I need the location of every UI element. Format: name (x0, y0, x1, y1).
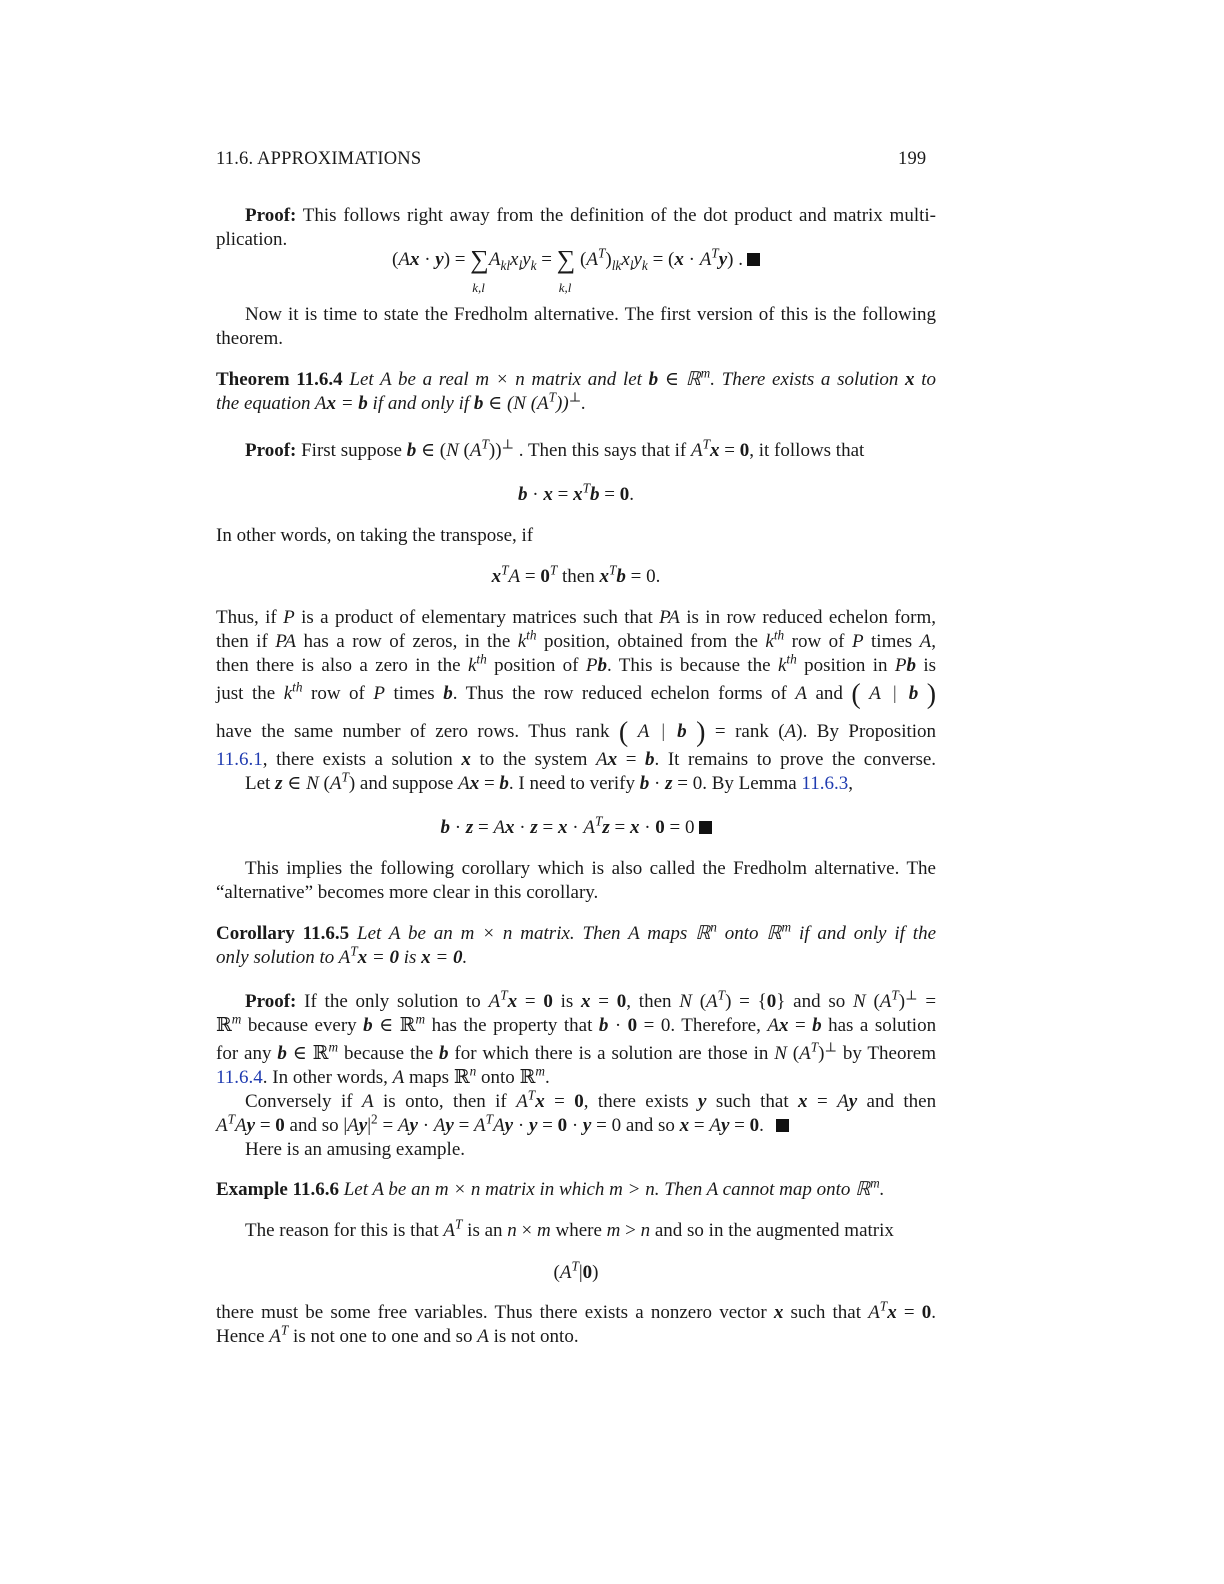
qed-mark (699, 821, 712, 834)
proof2-line5: Conversely if A is onto, then if $A^Tx = 0$, there exists y such that x = Ay and then (245, 1087, 937, 1112)
running-header: 11.6. APPROXIMATIONS (216, 149, 422, 169)
lemma-link[interactable]: 11.6.3 (801, 773, 849, 794)
proof2-line6: $A^TAy = 0$ and so $|Ay|^2 = Ay \cdot Ay = A^TAy \cdot y = 0 \cdot y = 0$ and so x = Ay = 0. (216, 1114, 936, 1138)
equation-bz: $b \cdot z = Ax \cdot z = x \cdot A^Tz = x \cdot 0 = 0$ (216, 816, 936, 840)
other-words-line: In other words, on taking the transpose, if (216, 525, 534, 546)
proof1-para-line1: Thus, if P is a product of elementary matrices such that PA is in row reduced echelon form, (216, 607, 937, 628)
equation-dot-transpose: (Ax · y) = ∑ k,l $A_{kl}x_ly_k$ = ∑ k,l $(A^T)_{lk}x_ly_k = (x \cdot A^Ty)$ . (216, 248, 936, 272)
qed-mark (747, 253, 760, 266)
proof1-para-line4: just the $k^{th}$ row of P times b. Thus the row reduced echelon forms of A and ( A | b ) (216, 679, 937, 710)
final-line1: The reason for this is that $A^T$ is an n × m where m > n and so in the augmented matrix (245, 1216, 894, 1241)
proof1-para-line2: then if PA has a row of zeros, in the $k^{th}$ position, obtained from the $k^{th}$ row of P times A, (216, 627, 937, 652)
proof2-line7: Here is an amusing example. (245, 1139, 466, 1160)
lemma-proof-line1: Proof: This follows right away from the definition of the dot product and matrix multi- (245, 205, 936, 226)
after-line2: “alternative” becomes more clear in this corollary. (216, 882, 599, 903)
example-line: Example 11.6.6 Let A be an m × n matrix in which m > n. Then A cannot map onto ℝ$^m$. (216, 1175, 885, 1200)
proof1-line1: Proof: First suppose b ∈ (N $(A^T))^\perp$ . Then this says that if $A^Tx = 0$, it follows that (245, 436, 865, 461)
corollary-line1: Corollary 11.6.5 Let A be an m × n matrix. Then A maps ℝ$^n$ onto ℝ$^m$ if and only if the (216, 919, 937, 944)
proof1-para-line6: 11.6.1, there exists a solution x to the system Ax = b. It remains to prove the converse. (216, 749, 937, 770)
intro-line1: Now it is time to state the Fredholm alternative. The first version of this is the following (245, 304, 936, 325)
proof2-line2: ℝ$^m$ because every b ∈ ℝ$^m$ has the property that b · 0 = 0. Therefore, Ax = b has a solution (216, 1011, 937, 1036)
proof2-line1: Proof: If the only solution to $A^Tx = 0$ is x = 0, then N $(A^T) = \{0\}$ and so N $(A^T)^\perp$ = (245, 987, 937, 1012)
theorem-line1: Theorem 11.6.4 Let A be a real m × n matrix and let b ∈ ℝ$^m$. There exists a solution x to (216, 365, 937, 390)
proof1-para-line3: then there is also a zero in the $k^{th}$ position of Pb. This is because the $k^{th}$ position in Pb is (216, 651, 937, 676)
theorem-link[interactable]: 11.6.4 (216, 1067, 263, 1088)
after-line1: This implies the following corollary which is also called the Fredholm alternative. The (245, 858, 936, 879)
page-number: 199 (898, 149, 927, 169)
final-line3: Hence $A^T$ is not one to one and so A is not onto. (216, 1322, 579, 1347)
final-line2: there must be some free variables. Thus there exists a nonzero vector x such that $A^Tx = 0$. (216, 1298, 937, 1323)
example-label: Example 11.6.6 (216, 1179, 339, 1200)
theorem-line2: the equation Ax = b if and only if b ∈ (N $(A^T))^\perp$. (216, 389, 586, 414)
qed-mark (776, 1119, 789, 1132)
proof2-line3: for any b ∈ ℝ$^m$ because the b for which there is a solution are those in N $(A^T)^\perp$ by Theorem (216, 1039, 936, 1064)
proof2-line4: 11.6.4. In other words, A maps ℝ$^n$ onto ℝ$^m$. (216, 1063, 550, 1088)
lemma-proof-line2: plication. (216, 229, 288, 250)
proposition-link[interactable]: 11.6.1 (216, 749, 263, 770)
intro-line2: theorem. (216, 328, 284, 349)
corollary-label: Corollary 11.6.5 (216, 923, 350, 944)
equation-bx: $b \cdot x = x^Tb = 0$. (518, 480, 634, 505)
equation-transpose: $x^TA = 0^T$ then $x^Tb = 0$. (491, 562, 661, 587)
theorem-label: Theorem 11.6.4 (216, 369, 343, 390)
corollary-line2: only solution to $A^Tx = 0$ is x = 0. (216, 943, 468, 968)
augmented-matrix: $(A^T|0)$ (553, 1258, 599, 1283)
proof1-para-line5: have the same number of zero rows. Thus rank ( A | b ) = rank (A). By Proposition (216, 717, 937, 748)
proof1-para-line7: Let z ∈ N $(A^T)$ and suppose Ax = b. I need to verify b · z = 0. By Lemma 11.6.3, (245, 769, 853, 794)
